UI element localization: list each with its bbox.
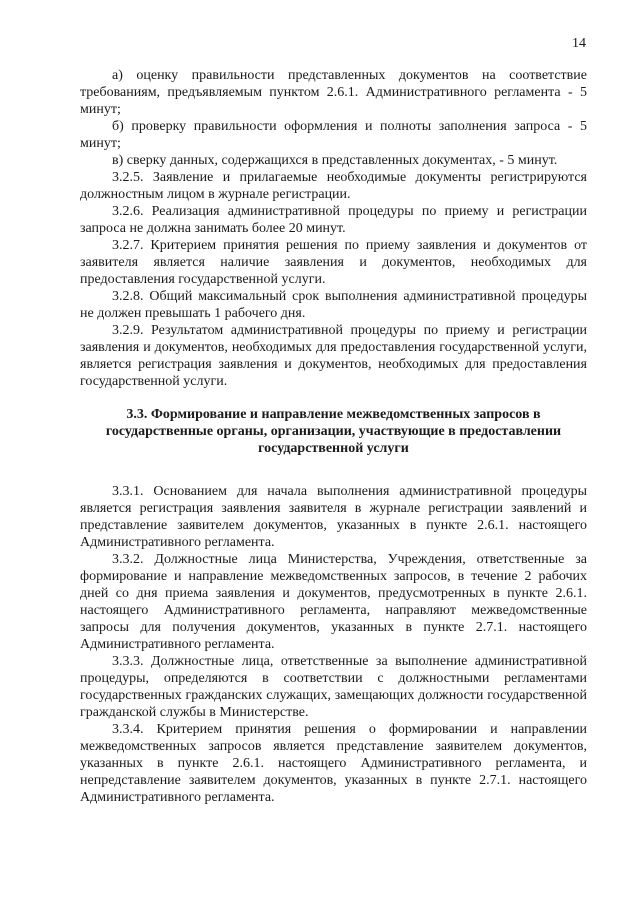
paragraph-3-2-8: 3.2.8. Общий максимальный срок выполнения административной процедуры не должен превышать 1 рабочего дня.	[80, 289, 587, 321]
paragraph-3-2-7: 3.2.7. Критерием принятия решения по приему заявления и документов от заявителя является наличие заявления и документов, необходимых для предоставления государственной услуги.	[80, 238, 587, 287]
paragraph-c: в) сверку данных, содержащихся в представленных документах, - 5 минут.	[112, 153, 558, 168]
paragraph-3-2-9: 3.2.9. Результатом административной процедуры по приему и регистрации заявления и документов, необходимых для предоставления государственной услуги, является регистрация заявления и документов, необходимых для предоставления государственной услуги.	[80, 323, 587, 389]
paragraph-3-2-6: 3.2.6. Реализация административной процедуры по приему и регистрации запроса не должна занимать более 20 минут.	[80, 204, 587, 236]
paragraph-3-3-2: 3.3.2. Должностные лица Министерства, Учреждения, ответственные за формирование и направление межведомственных запросов, в течение 2 рабочих дней со дня приема заявления и документов, предусмотренных в пункте 2.6.1. настоящего Административного регламента, направляют межведомственные запросы для получения документов, указанных в пункте 2.7.1. настоящего Административного регламента.	[80, 552, 587, 652]
paragraph-3-3-4: 3.3.4. Критерием принятия решения о формировании и направлении межведомственных запросов является представление заявителем документов, указанных в пункте 2.6.1. настоящего Административного регламента, и непредставление заявителем документов, указанных в пункте 2.7.1. настоящего Административного регламента.	[80, 722, 587, 805]
page-number: 14	[572, 36, 586, 51]
paragraph-3-3-1: 3.3.1. Основанием для начала выполнения административной процедуры является регистрация заявления заявителя в журнале регистрации заявлений и представление заявителем документов, указанных в пункте 2.6.1. настоящего Административного регламента.	[80, 484, 587, 550]
paragraph-a: а) оценку правильности представленных документов на соответствие требованиям, предъявляемым пунктом 2.6.1. Административного регламента - 5 минут;	[80, 68, 587, 117]
paragraph-b: б) проверку правильности оформления и полноты заполнения запроса - 5 минут;	[80, 119, 587, 151]
paragraph-3-3-3: 3.3.3. Должностные лица, ответственные за выполнение административной процедуры, определяются в соответствии с должностными регламентами государственных гражданских служащих, замещающих должности государственной гражданской службы в Министерстве.	[80, 654, 587, 720]
paragraph-3-2-5: 3.2.5. Заявление и прилагаемые необходимые документы регистрируются должностным лицом в журнале регистрации.	[80, 170, 587, 202]
page-content	[80, 67, 587, 806]
section-title: 3.3. Формирование и направление межведомственных запросов в государственные органы, организации, участвующие в предоставлении государственной услуги	[105, 407, 562, 456]
